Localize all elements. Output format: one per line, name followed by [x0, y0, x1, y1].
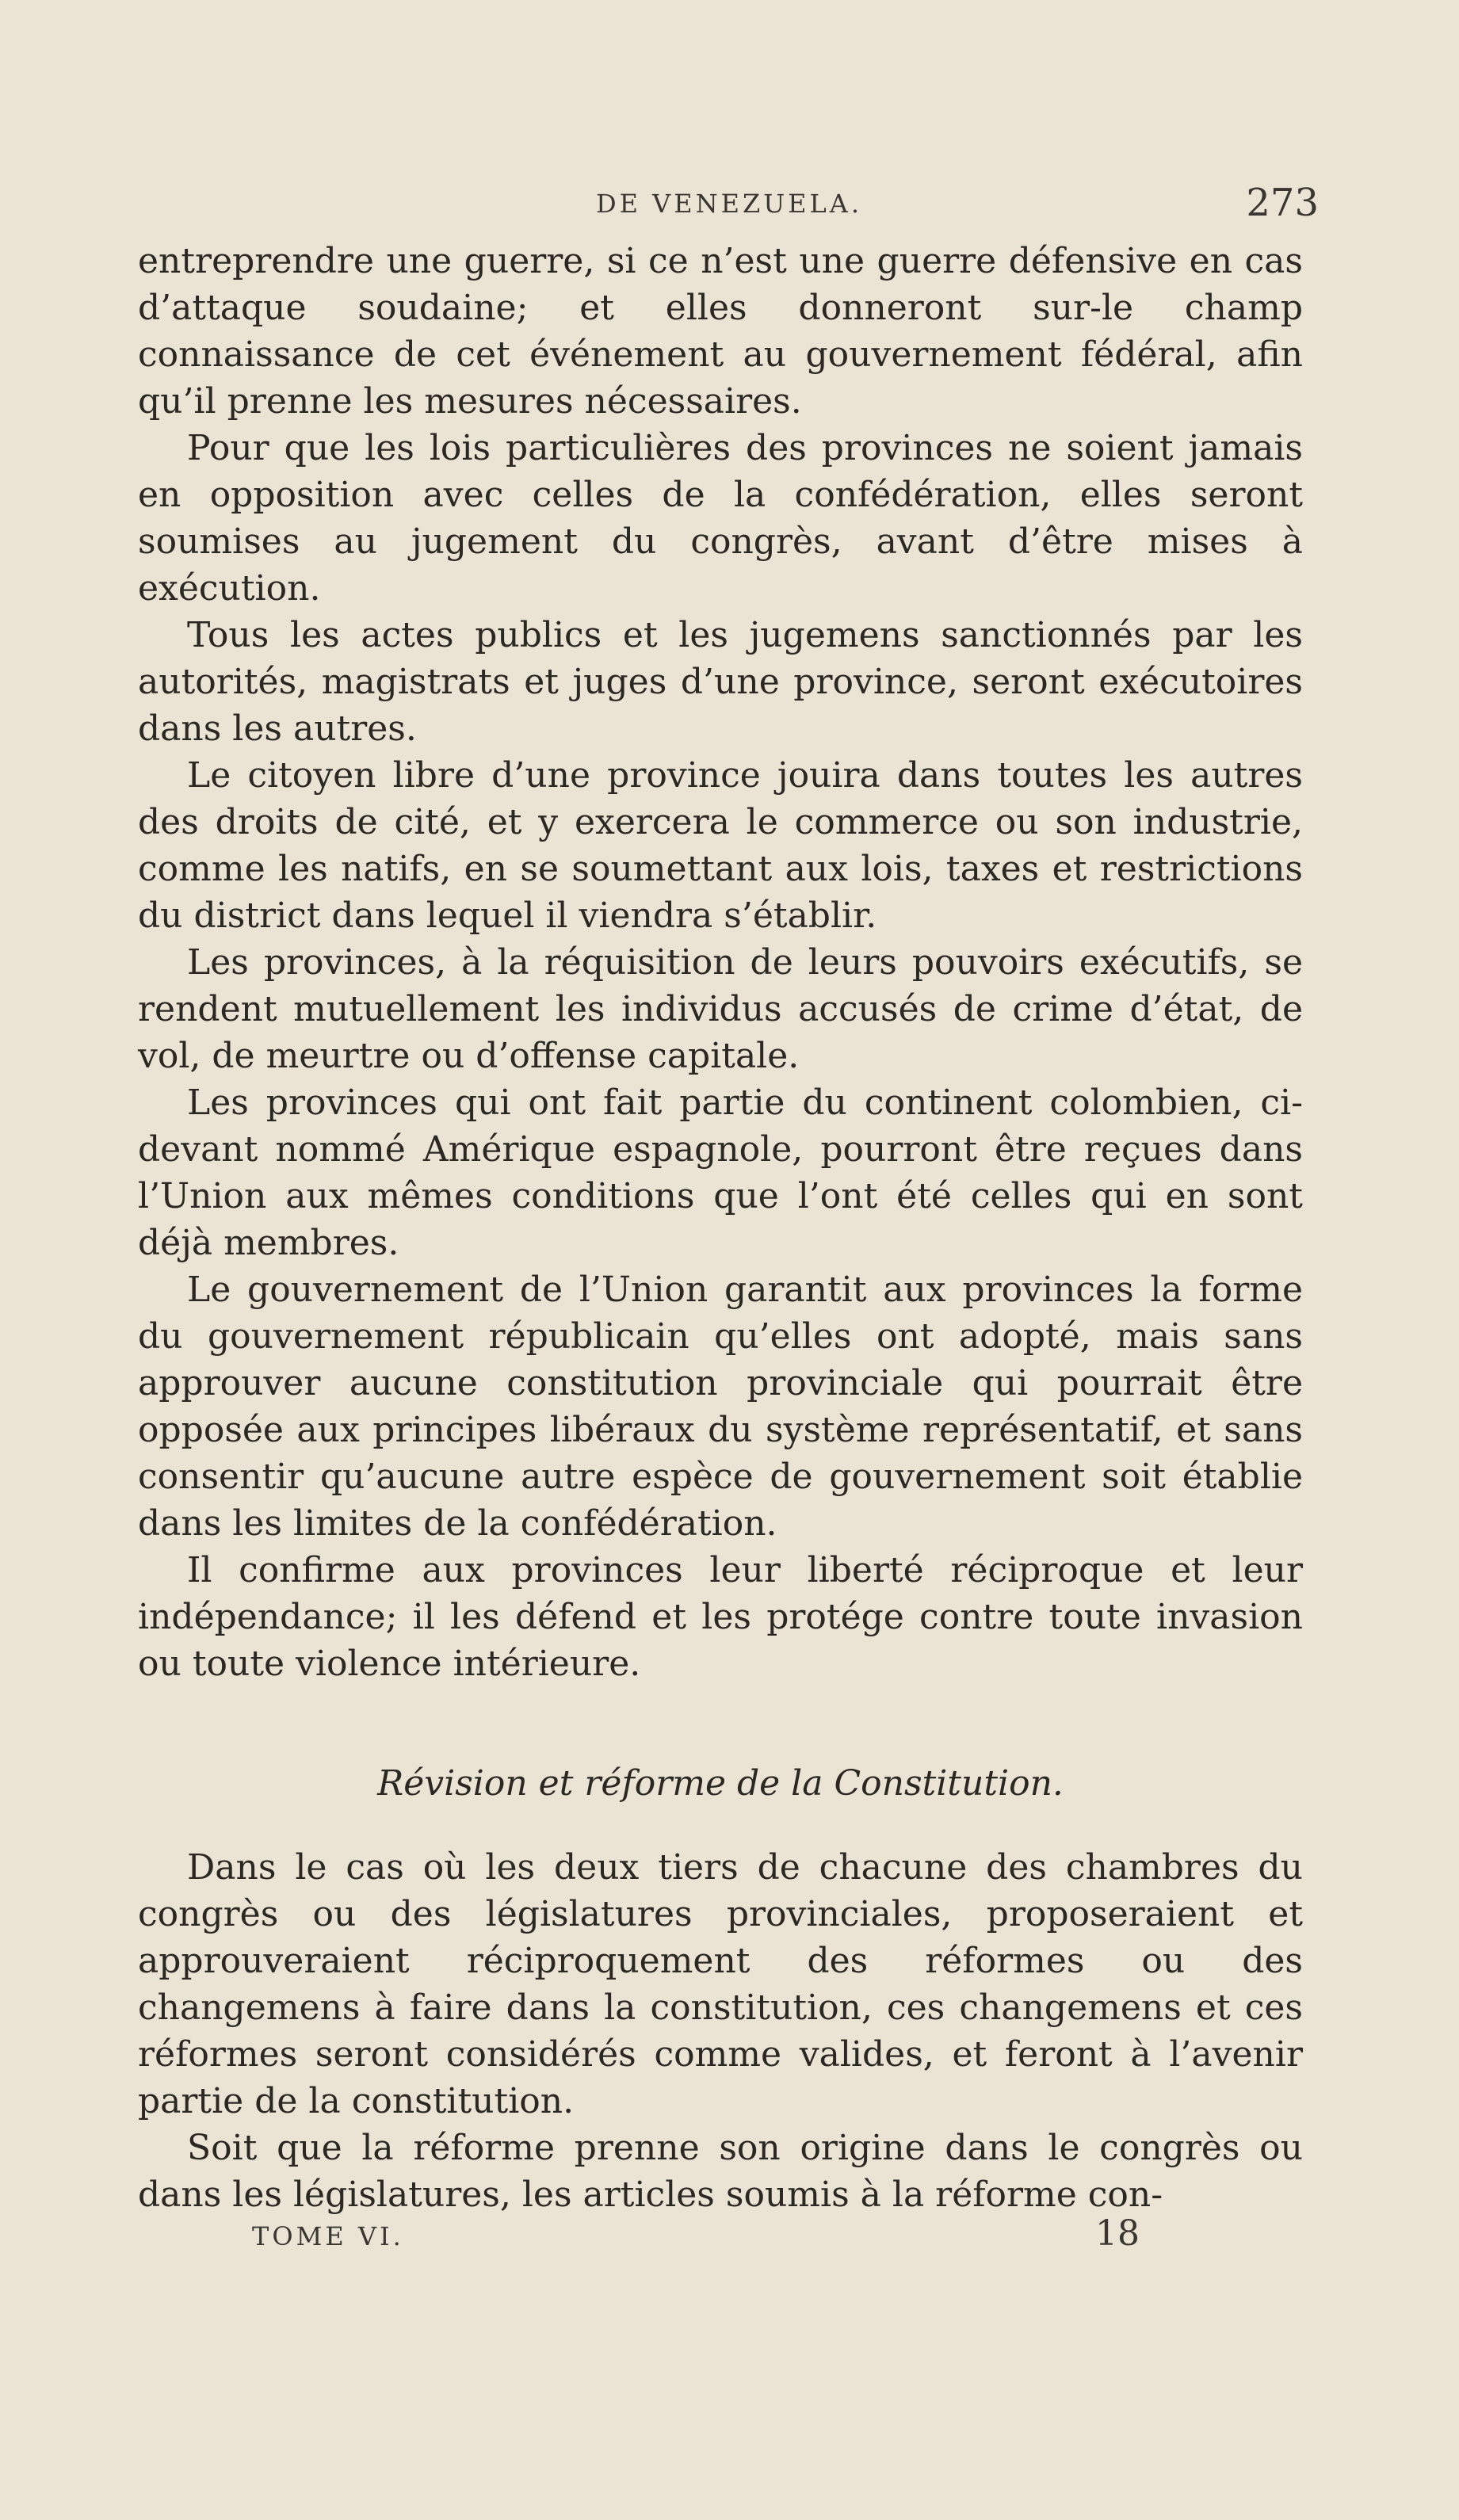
paragraph: Les provinces, à la réquisition de leurs pouvoirs exécutifs, se rendent mutuellement les individus accusés de crime d’état, de vol, de meurtre ou d’offense capitale.: [138, 942, 1303, 1076]
section-title: Révision et réforme de la Constitution.: [377, 1763, 1064, 1804]
paragraph: Pour que les lois particulières des provinces ne soient jamais en opposition avec celles de la confédération, elles seront soumises au jugement du congrès, avant d’être mises à exécution.: [138, 428, 1303, 609]
page-footer: [252, 2213, 1140, 2261]
page-number: 273: [1246, 181, 1319, 225]
signature-number: 18: [1095, 2213, 1140, 2254]
paragraph: Le gouvernement de l’Union garantit aux provinces la forme du gouvernement républicain qu’elles ont adopté, mais sans approuver aucune constitution provinciale qui pourrait être opposée aux principes libéraux du système représentatif, et sans consentir qu’aucune autre espèce de gouvernement soit établie dans les limites de la confédération.: [138, 1270, 1303, 1544]
paragraph: Le citoyen libre d’une province jouira dans toutes les autres des droits de cité, et y exercera le commerce ou son industrie, comme les natifs, en se soumettant aux lois, taxes et restrictions du district dans lequel il viendra s’établir.: [138, 755, 1303, 936]
paragraph: Tous les actes publics et les jugemens sanctionnés par les autorités, magistrats et juges d’une province, seront exécutoires dans les autres.: [138, 615, 1303, 749]
signature-mark: TOME VI.: [252, 2221, 404, 2251]
paragraph: entreprendre une guerre, si ce n’est une guerre défensive en cas d’attaque soudaine; et elles donneront sur-le champ connaissance de cet événement au gouvernement fédéral, afin qu’il prenne les mesures nécessaires.: [138, 241, 1303, 422]
page-body: [138, 238, 1303, 2218]
paragraph: Soit que la réforme prenne son origine dans le congrès ou dans les législatures, les articles soumis à la réforme con-: [138, 2128, 1303, 2215]
paragraph: Il confirme aux provinces leur liberté réciproque et leur indépendance; il les défend et les protége contre toute invasion ou toute violence intérieure.: [138, 1550, 1303, 1684]
page-header: [136, 181, 1322, 228]
running-head: DE VENEZUELA.: [595, 189, 863, 219]
paragraph: Dans le cas où les deux tiers de chacune des chambres du congrès ou des législatures provinciales, proposeraient et approuveraient réciproquement des réformes ou des changemens à faire dans la constitution, ces changemens et ces réformes seront considérés comme valides, et feront à l’avenir partie de la constitution.: [138, 1847, 1303, 2121]
paragraph: Les provinces qui ont fait partie du continent colombien, ci-devant nommé Amérique espagnole, pourront être reçues dans l’Union aux mêmes conditions que l’ont été celles qui en sont déjà membres.: [138, 1082, 1303, 1263]
